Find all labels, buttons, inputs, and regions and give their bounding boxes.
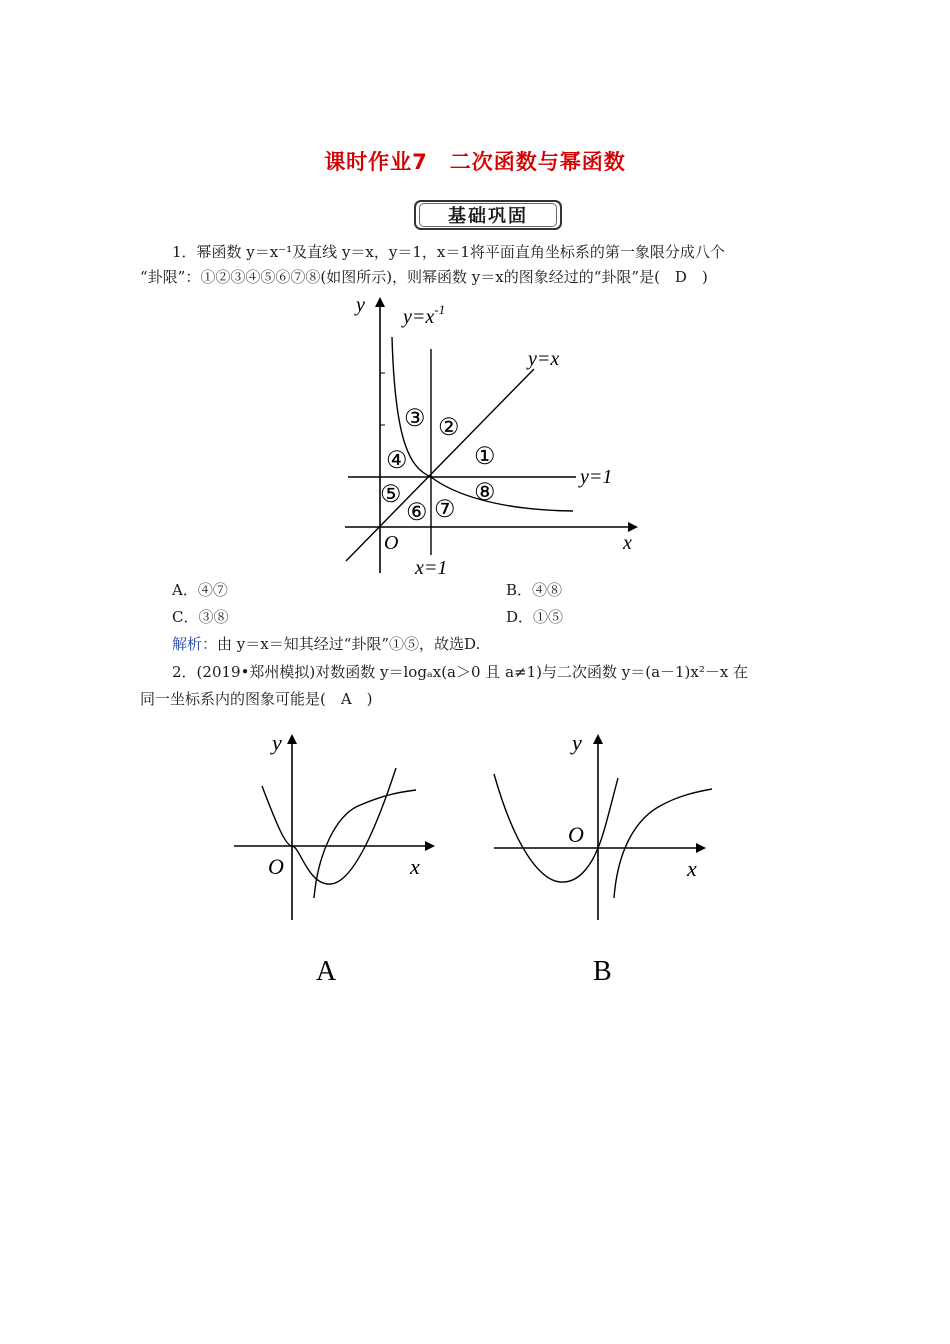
origin-label: O [384, 532, 399, 554]
q1-option-a: A．④⑦ [172, 581, 228, 599]
q1-text-line1: 1．幂函数 y＝x⁻¹及直线 y＝x，y＝1，x＝1将平面直角坐标系的第一象限分成八个 [172, 243, 725, 261]
graph-a-x-label: x [410, 854, 420, 879]
q2-text-line2: 同一坐标系内的图象可能是( A ) [140, 690, 373, 708]
region-2-label: ② [438, 415, 460, 441]
region-8-label: ⑧ [474, 480, 496, 506]
curve-label: $y=x^{-1}$ [403, 302, 446, 328]
graph-b-caption: B [593, 956, 612, 987]
q1-figure [340, 293, 645, 579]
graph-b-y-label: y [572, 730, 582, 755]
q2-graph-b [490, 728, 715, 988]
region-7-label: ⑦ [434, 497, 456, 523]
q1-text-line2: “卦限”：①②③④⑤⑥⑦⑧(如图所示)，则幂函数 y＝x的图象经过的“卦限”是( D ) [140, 268, 708, 286]
graph-b-parabola [494, 774, 618, 882]
graph-a-y-label: y [272, 730, 282, 755]
graph-a-origin-label: O [268, 854, 284, 879]
q1-analysis [172, 634, 480, 654]
line-y-equals-x [346, 369, 534, 561]
region-4-label: ④ [386, 448, 408, 474]
diag-line-label: y=x [528, 348, 560, 370]
v-line-label: x=1 [415, 557, 448, 579]
analysis-text: 由 y＝x＝知其经过“卦限”①⑤，故选D. [217, 635, 481, 653]
graph-b-log-curve [614, 789, 712, 898]
q1-option-c: C．③⑧ [172, 608, 229, 626]
page-title: 课时作业7 二次函数与幂函数 [324, 150, 626, 174]
q1-option-d: D．①⑤ [506, 608, 564, 626]
graph-b-x-label: x [687, 856, 697, 881]
analysis-label: 解析： [172, 635, 218, 653]
region-5-label: ⑤ [380, 482, 402, 508]
q1-option-b: B．④⑧ [506, 581, 563, 599]
graph-a-caption: A [316, 956, 337, 987]
section-badge [414, 200, 562, 230]
y-axis-label: y [356, 294, 365, 316]
h-line-label: y=1 [580, 466, 613, 488]
region-6-label: ⑥ [406, 500, 428, 526]
x-axis-label: x [623, 532, 632, 554]
q2-graph-a [228, 728, 438, 988]
region-1-label: ① [474, 444, 496, 470]
q2-text-line1: 2．(2019•郑州模拟)对数函数 y＝logₐx(a＞0 且 a≠1)与二次函数 y＝(a－1)x²－x 在 [172, 663, 749, 681]
section-badge-label: 基础巩固 [419, 203, 557, 227]
region-3-label: ③ [404, 406, 426, 432]
graph-b-origin-label: O [568, 822, 584, 847]
graph-a-log-curve [314, 790, 416, 898]
